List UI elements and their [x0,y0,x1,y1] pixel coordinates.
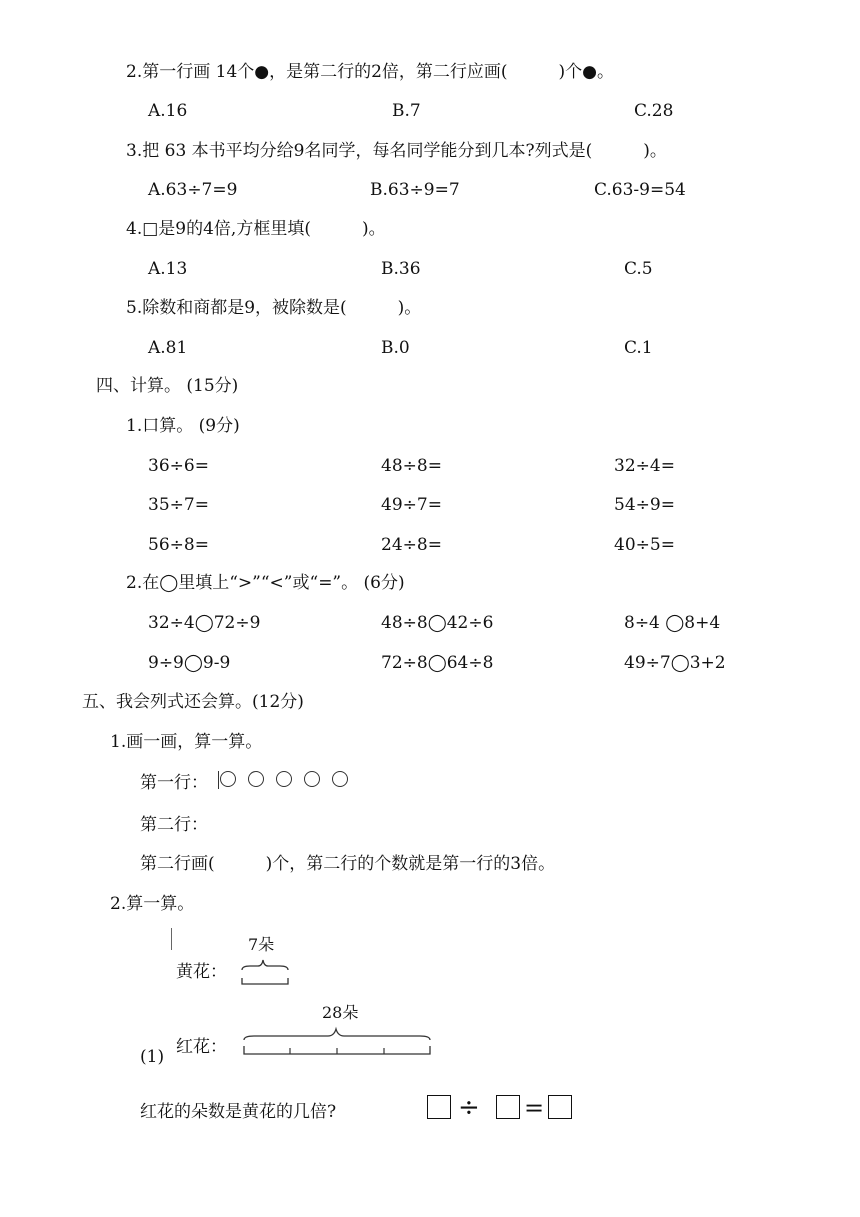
section-4-title: 四、计算。 (15分) [96,376,239,396]
oral-item: 40÷5= [614,535,675,555]
question-2: 2.第一行画 14个●，是第二行的2倍，第二行应画( )个●。 [126,62,615,82]
compare-item: 72÷8◯64÷8 [381,653,494,673]
compare-item: 49÷7◯3+2 [624,653,726,673]
option-b: B.36 [381,259,421,279]
question-5: 5.除数和商都是9，被除数是( )。 [126,298,422,318]
option-a: A.16 [148,101,188,121]
row-2-label: 第二行： [140,815,208,835]
compare-title: 2.在◯里填上“>”“<”或“=”。 (6分) [126,573,405,593]
option-a: A.13 [148,259,188,279]
draw-calc-title: 1.画一画，算一算。 [110,732,263,752]
division-sign: ÷ [458,1093,480,1123]
divider [218,771,219,789]
circle-icon [276,771,292,787]
option-a: A.63÷7=9 [148,180,238,200]
part-label: (1) [140,1047,165,1067]
option-a: A.81 [148,338,188,358]
option-b: B.7 [392,101,421,121]
compare-item: 32÷4◯72÷9 [148,613,261,633]
option-c: C.63-9=54 [594,180,686,200]
calc-title: 2.算一算。 [110,894,195,914]
circle-icon [220,771,236,787]
question-4: 4.□是9的4倍,方框里填( )。 [126,219,386,239]
oral-item: 56÷8= [148,535,209,555]
answer-box[interactable] [427,1095,451,1119]
yellow-bar [236,956,296,988]
row-1-label: 第一行： [140,773,208,793]
yellow-count: 7朵 [248,935,275,954]
red-count: 28朵 [322,1003,359,1022]
times-question: 红花的朵数是黄花的几倍? [140,1102,337,1122]
oral-item: 49÷7= [381,495,442,515]
oral-item: 32÷4= [614,456,675,476]
circle-icon [332,771,348,787]
option-c: C.28 [634,101,674,121]
question-3: 3.把 63 本书平均分给9名同学，每名同学能分到几本?列式是( )。 [126,141,667,161]
oral-title: 1.口算。 (9分) [126,416,240,436]
answer-box[interactable] [548,1095,572,1119]
divider [171,928,172,950]
option-c: C.1 [624,338,653,358]
circle-icon [304,771,320,787]
red-bar [238,1020,438,1060]
compare-item: 48÷8◯42÷6 [381,613,494,633]
equals-sign: = [524,1094,545,1122]
red-label: 红花： [176,1037,227,1057]
answer-box[interactable] [496,1095,520,1119]
draw-answer: 第二行画( )个，第二行的个数就是第一行的3倍。 [140,854,556,874]
circle-row [220,771,348,787]
compare-item: 9÷9◯9-9 [148,653,231,673]
oral-item: 35÷7= [148,495,209,515]
yellow-label: 黄花： [176,962,227,982]
oral-item: 54÷9= [614,495,675,515]
oral-item: 24÷8= [381,535,442,555]
oral-item: 36÷6= [148,456,209,476]
compare-item: 8÷4 ◯8+4 [624,613,721,633]
option-b: B.0 [381,338,410,358]
section-5-title: 五、我会列式还会算。(12分) [82,692,304,712]
circle-icon [248,771,264,787]
oral-item: 48÷8= [381,456,442,476]
option-b: B.63÷9=7 [370,180,460,200]
option-c: C.5 [624,259,653,279]
